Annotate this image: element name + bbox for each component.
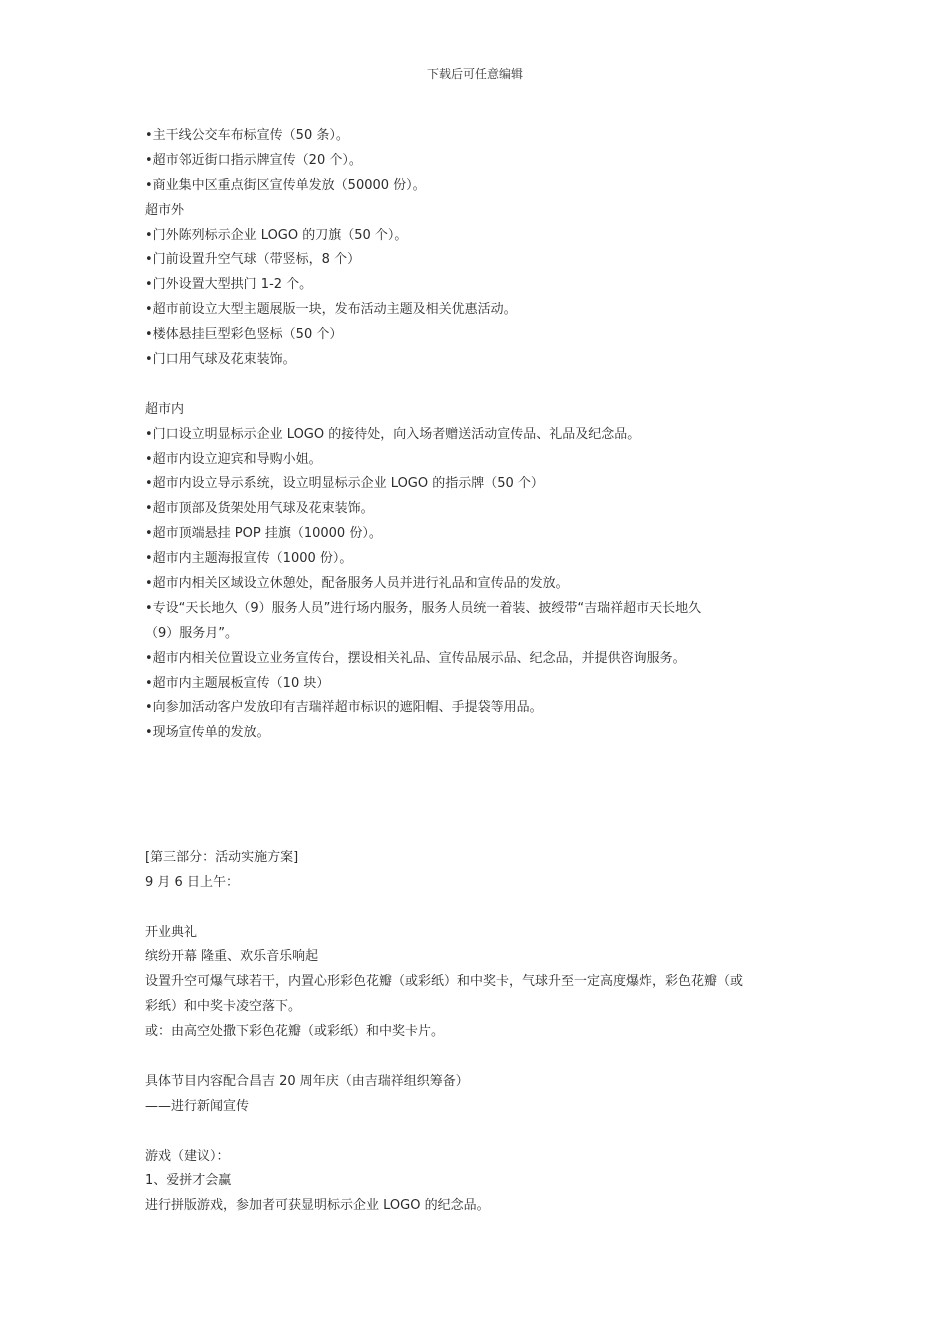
text-line: （9）服务月”。	[145, 625, 239, 641]
text-line: •门外设置大型拱门 1-2 个。	[145, 277, 313, 293]
text-line: •现场宣传单的发放。	[145, 725, 270, 741]
text-line: 游戏（建议）：	[145, 1148, 230, 1164]
text-line: •超市内设立迎宾和导购小姐。	[145, 451, 322, 467]
text-line: •超市内设立导示系统，设立明显标示企业 LOGO 的指示牌（50 个）	[145, 476, 544, 492]
text-line: •商业集中区重点街区宣传单发放（50000 份）。	[145, 177, 426, 193]
page-header-note: 下载后可任意编辑	[426, 67, 523, 81]
text-line: •门前设置升空气球（带竖标，8 个）	[145, 252, 361, 268]
text-line: •超市邻近街口指示牌宣传（20 个）。	[145, 152, 362, 168]
text-line: [第三部分：活动实施方案]	[145, 849, 299, 865]
text-line: •门外陈列标示企业 LOGO 的刀旗（50 个）。	[145, 227, 408, 243]
text-line: •专设“天长地久（9）服务人员”进行场内服务，服务人员统一着装、披绶带“吉瑞祥超市天长地久	[145, 600, 702, 616]
blank-line	[145, 373, 815, 398]
text-line: 9 月 6 日上午：	[145, 874, 239, 890]
text-line: 超市内	[145, 401, 185, 417]
text-line: •超市前设立大型主题展版一块，发布活动主题及相关优惠活动。	[145, 302, 517, 318]
text-line: •门口用气球及花束装饰。	[145, 352, 296, 368]
text-line: •超市内主题海报宣传（1000 份）。	[145, 551, 353, 567]
text-line: •超市内相关位置设立业务宣传台，摆设相关礼品、宣传品展示品、纪念品，并提供咨询服务。	[145, 650, 686, 666]
text-line: •向参加活动客户发放印有吉瑞祥超市标识的遮阳帽、手提袋等用品。	[145, 700, 543, 716]
text-line: 进行拼版游戏，参加者可获显明标示企业 LOGO 的纪念品。	[145, 1198, 490, 1214]
text-line: •超市内相关区域设立休憩处，配备服务人员并进行礼品和宣传品的发放。	[145, 576, 569, 592]
text-line: •超市内主题展板宣传（10 块）	[145, 675, 330, 691]
text-line: 或：由高空处撒下彩色花瓣（或彩纸）和中奖卡片。	[145, 1024, 445, 1040]
text-line: ——进行新闻宣传	[145, 1098, 250, 1114]
text-line: 缤纷开幕 隆重、欢乐音乐响起	[145, 949, 319, 965]
text-line: •超市顶端悬挂 POP 挂旗（10000 份）。	[145, 526, 382, 542]
text-line: •楼体悬挂巨型彩色竖标（50 个）	[145, 327, 343, 343]
section-gap	[145, 746, 815, 846]
text-line: •超市顶部及货架处用气球及花束装饰。	[145, 501, 374, 517]
text-line: 设置升空可爆气球若干，内置心形彩色花瓣（或彩纸）和中奖卡，气球升至一定高度爆炸，彩色花瓣（或	[145, 974, 744, 990]
text-line: 彩纸）和中奖卡凌空落下。	[145, 999, 302, 1015]
text-line: •主干线公交车布标宣传（50 条）。	[145, 128, 349, 143]
text-line: 超市外	[145, 202, 185, 218]
text-line: 1、爱拼才会赢	[145, 1173, 232, 1189]
text-line: 具体节目内容配合昌吉 20 周年庆（由吉瑞祥组织筹备）	[145, 1073, 469, 1089]
document-body	[145, 124, 815, 1219]
text-line: 开业典礼	[145, 924, 198, 940]
blank-line	[145, 1120, 815, 1145]
blank-line	[145, 896, 815, 921]
blank-line	[145, 1045, 815, 1070]
text-line: •门口设立明显标示企业 LOGO 的接待处，向入场者赠送活动宣传品、礼品及纪念品。	[145, 426, 641, 442]
